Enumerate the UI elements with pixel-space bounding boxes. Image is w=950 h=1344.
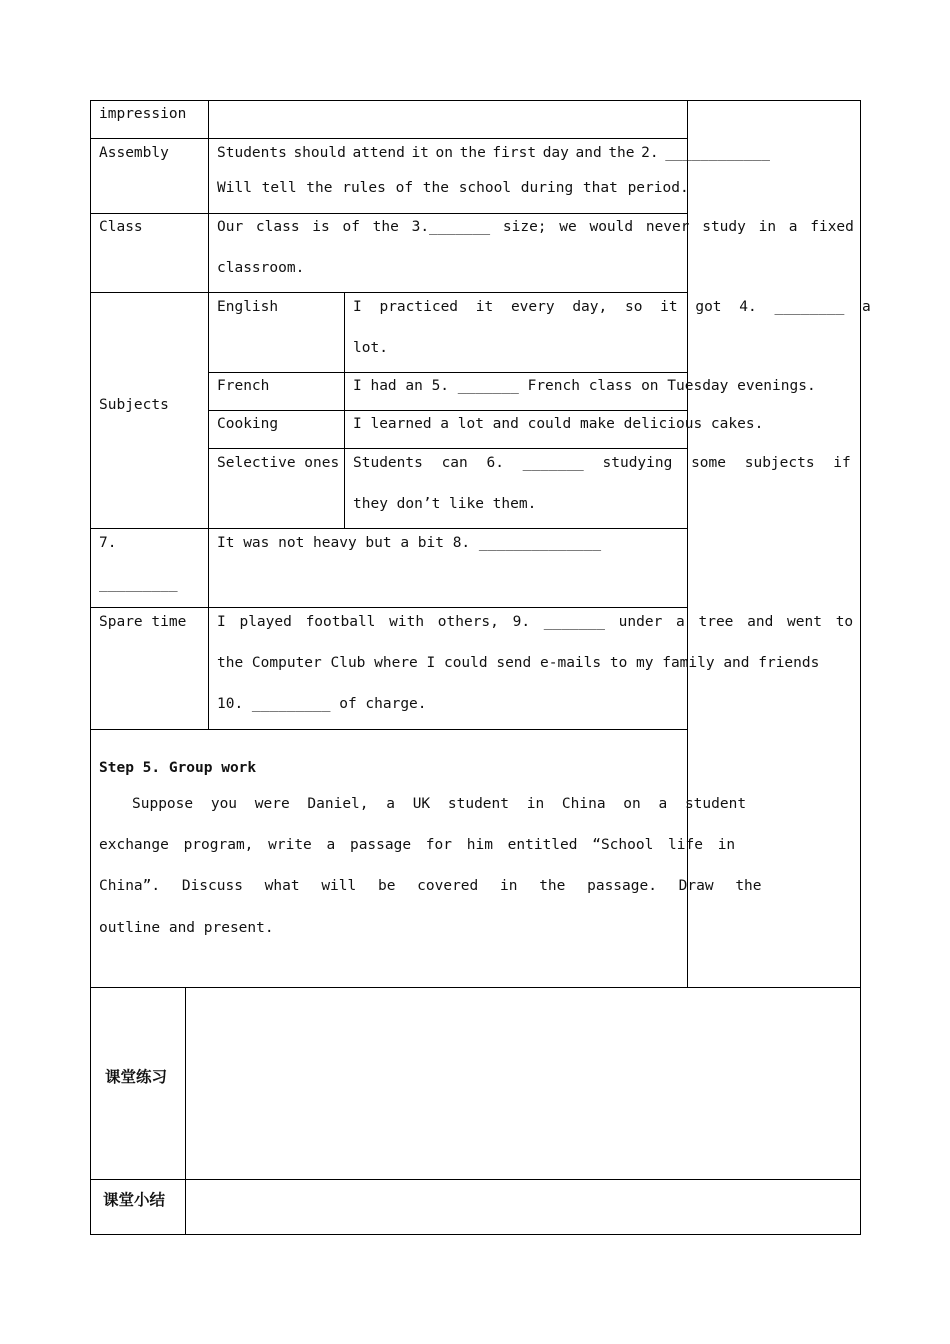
english-label: English <box>217 299 279 315</box>
label-column-divider <box>208 100 209 730</box>
outer-right-border <box>860 100 861 1235</box>
row-divider <box>208 372 688 373</box>
english-line-1: I practiced it every day, so it got 4. ________ a <box>353 299 871 315</box>
row7-label-number: 7. <box>99 535 117 551</box>
class-line-1: Our class is of the 3._______ size; we would never study in a fixed <box>217 219 854 235</box>
spare-line-2: the Computer Club where I could send e-mails to my family and friends <box>217 655 820 671</box>
subject-column-divider <box>344 292 345 529</box>
row-divider <box>90 528 688 529</box>
row-divider <box>90 138 688 139</box>
cooking-line: I learned a lot and could make delicious cakes. <box>353 416 764 432</box>
row7-label-blank: _________ <box>99 576 178 592</box>
spare-line-1: I played football with others, 9. _______ under a tree and went to <box>217 614 854 630</box>
assembly-line-2: Will tell the rules of the school during that period. <box>217 180 689 196</box>
selective-line-1: Students can 6. _______ studying some subjects if <box>353 455 851 471</box>
class-label: Class <box>99 219 143 235</box>
summary-label: 课堂小结 <box>103 1191 166 1209</box>
step5-line-1: Suppose you were Daniel, a UK student in China on a student <box>132 796 747 812</box>
cooking-label: Cooking <box>217 416 279 432</box>
selective-label: Selective ones <box>217 455 340 471</box>
subjects-label: Subjects <box>99 397 169 413</box>
french-line: I had an 5. _______ French class on Tuesday evenings. <box>353 378 816 394</box>
english-line-2: lot. <box>353 340 388 356</box>
assembly-label: Assembly <box>99 145 169 161</box>
outer-left-border <box>90 100 91 1235</box>
step5-line-2: exchange program, write a passage for him entitled “School life in <box>99 837 736 853</box>
impression-label: impression <box>99 106 187 122</box>
assembly-line-1: Students should attend it on the first day and the 2. ____________ <box>217 145 770 161</box>
practice-label: 课堂练习 <box>105 1068 168 1086</box>
row-divider <box>90 607 688 608</box>
row-divider <box>208 448 688 449</box>
spare-time-label: Spare time <box>99 614 187 630</box>
outer-top-border <box>90 100 861 101</box>
step5-title: Step 5. Group work <box>99 760 257 776</box>
summary-top-border <box>90 1179 861 1180</box>
practice-top-border <box>90 987 861 988</box>
selective-line-2: they don’t like them. <box>353 496 537 512</box>
outer-bottom-border <box>90 1234 861 1235</box>
row-divider <box>90 213 688 214</box>
section-label-divider <box>185 987 186 1235</box>
french-label: French <box>217 378 270 394</box>
spare-line-3: 10. _________ of charge. <box>217 696 427 712</box>
row7-line: It was not heavy but a bit 8. ______________ <box>217 535 602 551</box>
step5-line-4: outline and present. <box>99 920 274 936</box>
class-line-2: classroom. <box>217 260 305 276</box>
row-divider <box>208 410 688 411</box>
step5-line-3: China”. Discuss what will be covered in the passage. Draw the <box>99 878 762 894</box>
row-divider <box>90 729 688 730</box>
row-divider <box>90 292 688 293</box>
